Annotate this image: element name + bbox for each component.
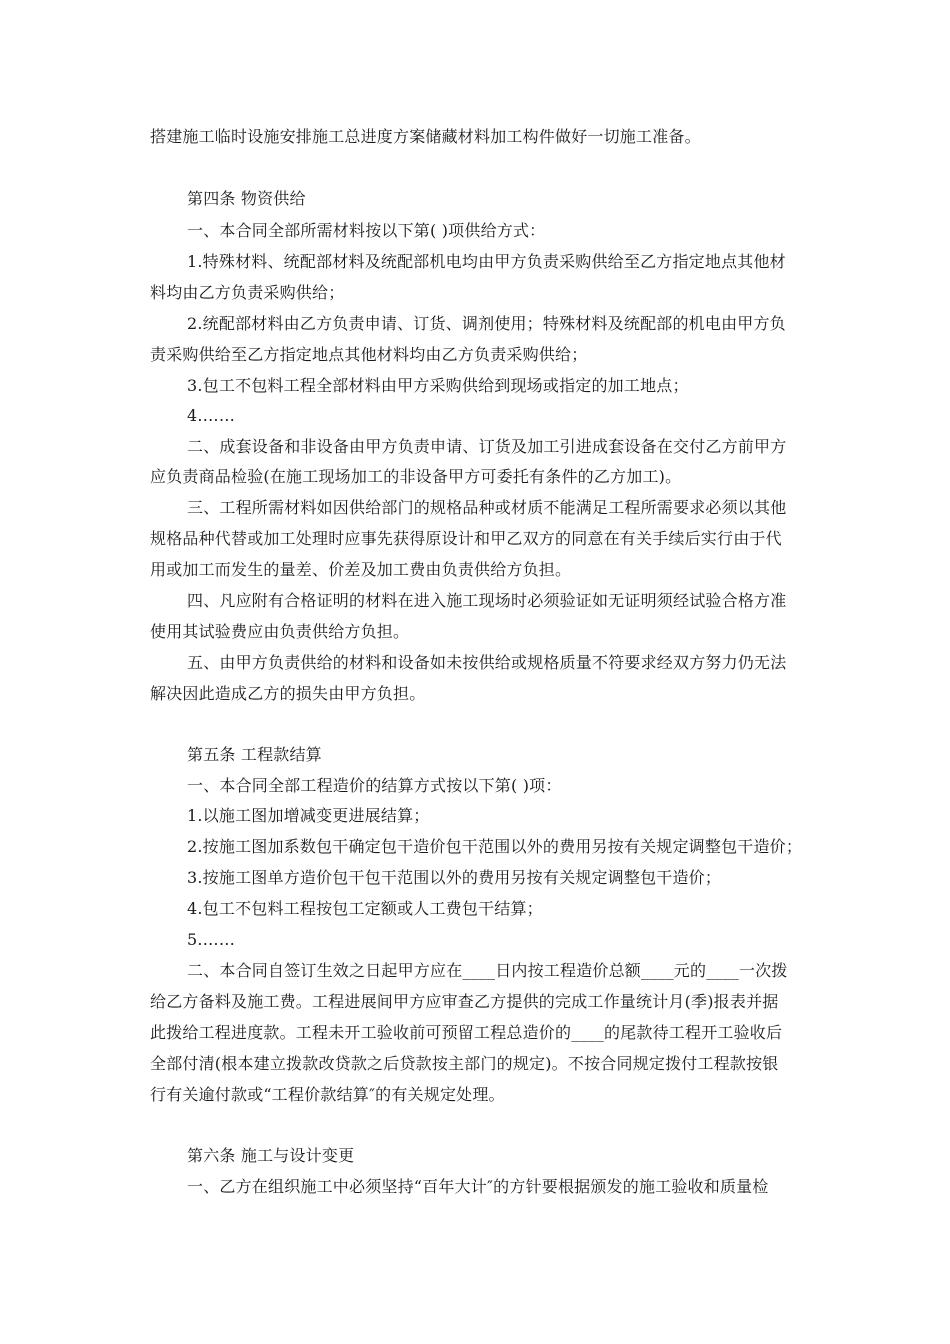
article-6-heading: 第六条 施工与设计变更 — [187, 1146, 355, 1165]
article-4-item-3: 3.包工不包料工程全部材料由甲方采购供给到现场或指定的加工地点； — [187, 376, 689, 395]
article-4-clause-4-line-1: 四、凡应附有合格证明的材料在进入施工现场时必须验证如无证明须经试验合格方准 — [187, 591, 787, 610]
article-4-clause-4-line-2: 使用其试验费应由负责供给方负担。 — [150, 622, 410, 641]
article-4-clause-3-line-2: 规格品种代替或加工处理时应事先获得原设计和甲乙双方的同意在有关手续后实行由于代 — [150, 529, 782, 548]
continuation-paragraph: 搭建施工临时设施安排施工总进度方案储藏材料加工构件做好一切施工准备。 — [150, 127, 701, 146]
article-4-clause-5-line-2: 解决因此造成乙方的损失由甲方负担。 — [150, 684, 426, 703]
article-5-clause-2-line-5: 行有关逾付款或“工程价款结算″的有关规定处理。 — [150, 1085, 505, 1104]
article-6-clause-1-line-1: 一、乙方在组织施工中必须坚持“百年大计″的方针要根据颁发的施工验收和质量检 — [187, 1177, 769, 1196]
article-5-item-1: 1.以施工图加增减变更进展结算； — [187, 806, 430, 825]
article-4-heading: 第四条 物资供给 — [187, 189, 306, 208]
article-5-item-3: 3.按施工图单方造价包干包干范围以外的费用另按有关规定调整包干造价； — [187, 868, 722, 887]
article-5-clause-2-line-1: 二、本合同自签订生效之日起甲方应在____日内按工程造价总额____元的____一次拨 — [187, 961, 788, 980]
article-4-item-4: 4.…… — [187, 406, 236, 425]
article-4-clause-2-line-1: 二、成套设备和非设备由甲方负责申请、订货及加工引进成套设备在交付乙方前甲方 — [187, 437, 787, 456]
article-4-clause-2-line-2: 应负责商品检验(在施工现场加工的非设备甲方可委托有条件的乙方加工)。 — [150, 467, 682, 486]
article-4-clause-3-line-3: 用或加工而发生的量差、价差及加工费由负责供给方负担。 — [150, 560, 572, 579]
article-5-item-5: 5.…… — [187, 930, 236, 949]
article-4-item-2-line-1: 2.统配部材料由乙方负责申请、订货、调剂使用；特殊材料及统配部的机电由甲方负 — [187, 314, 786, 333]
article-4-clause-1: 一、本合同全部所需材料按以下第( )项供给方式： — [187, 221, 546, 240]
article-4-clause-3-line-1: 三、工程所需材料如因供给部门的规格品种或材质不能满足工程所需要求必须以其他 — [187, 498, 787, 517]
article-5-clause-1: 一、本合同全部工程造价的结算方式按以下第( )项： — [187, 776, 562, 795]
article-5-clause-2-line-3: 此拨给工程进度款。工程未开工验收前可预留工程总造价的____的尾款待工程开工验收后 — [150, 1023, 783, 1042]
article-4-item-1-line-2: 料均由乙方负责采购供给； — [150, 283, 345, 302]
article-4-item-2-line-2: 责采购供给至乙方指定地点其他材料均由乙方负责采购供给； — [150, 345, 588, 364]
article-5-item-4: 4.包工不包料工程按包工定额或人工费包干结算； — [187, 899, 543, 918]
article-5-clause-2-line-2: 给乙方备料及施工费。工程进展间甲方应审查乙方提供的完成工作量统计月(季)报表并据 — [150, 992, 779, 1011]
article-4-clause-5-line-1: 五、由甲方负责供给的材料和设备如未按供给或规格质量不符要求经双方努力仍无法 — [187, 653, 787, 672]
article-5-clause-2-line-4: 全部付清(根本建立拨款改贷款之后贷款按主部门的规定)。不按合同规定拨付工程款按银 — [150, 1054, 779, 1073]
article-5-heading: 第五条 工程款结算 — [187, 745, 322, 764]
article-5-item-2: 2.按施工图加系数包干确定包干造价包干范围以外的费用另按有关规定调整包干造价； — [187, 837, 803, 856]
article-4-item-1-line-1: 1.特殊材料、统配部材料及统配部机电均由甲方负责采购供给至乙方指定地点其他材 — [187, 252, 786, 271]
